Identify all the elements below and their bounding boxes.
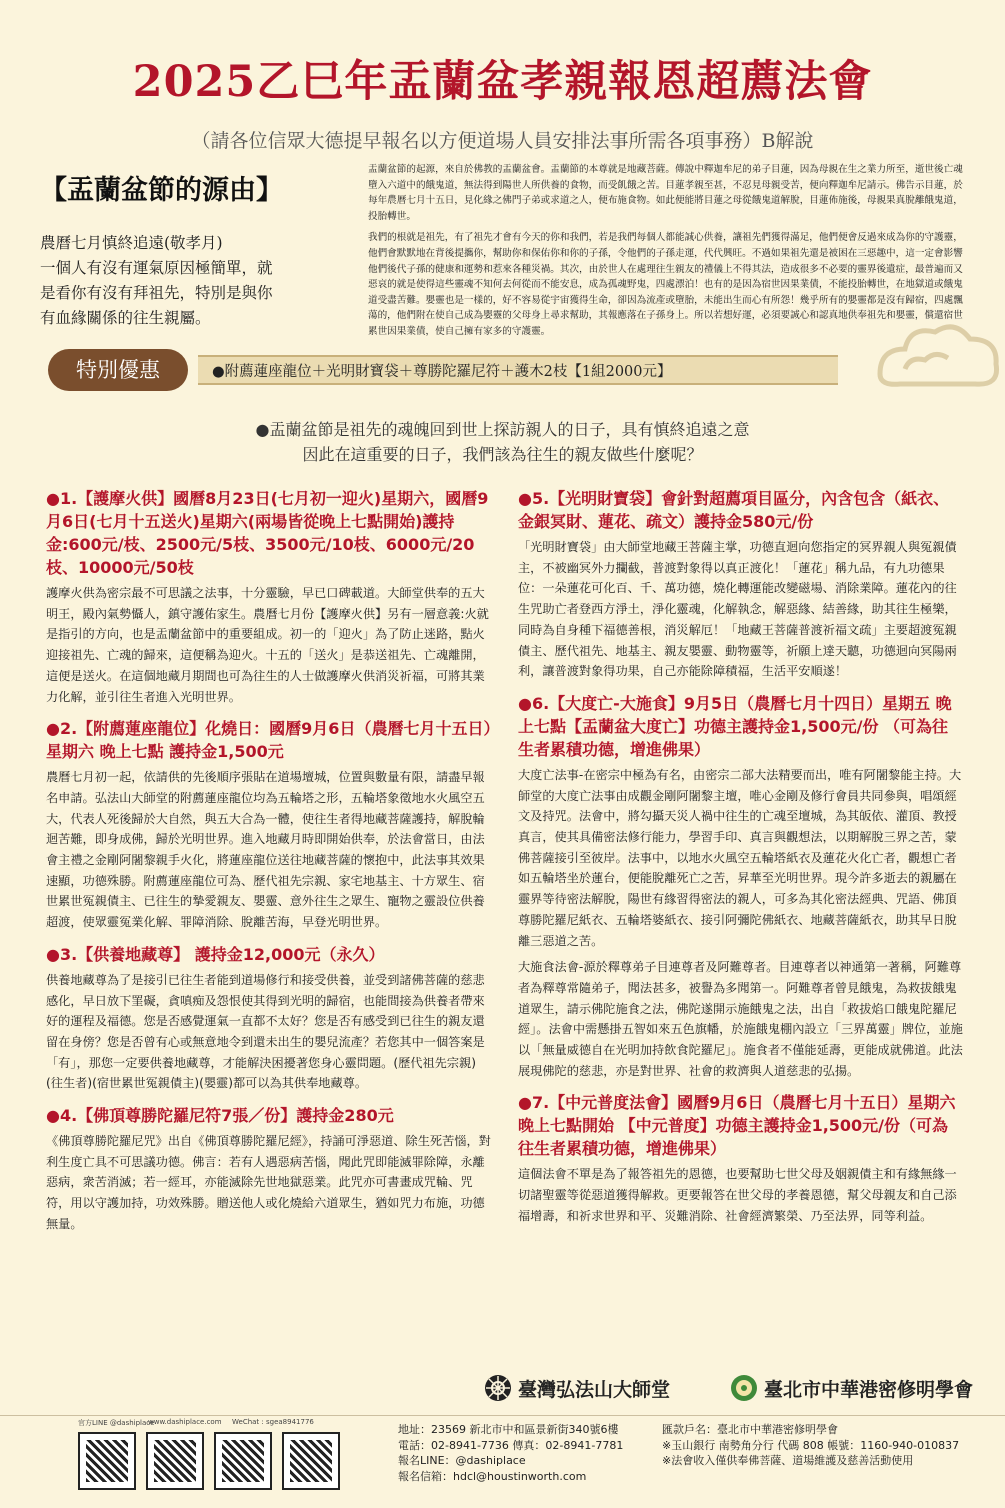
ritual-heading: ●1.【護摩火供】國曆8月23日(七月初一迎火)星期六，國曆9月6日(七月十五送火)星期六(兩場皆從晚上七點開始)護持金:600元/枝、2500元/5枝、3500元/10枝、6000元/20枝、10000元/50枝 — [46, 489, 489, 577]
ritual-item-2 — [46, 717, 492, 933]
ritual-item-6 — [518, 692, 964, 1082]
qr-label: www.dashiplace.com — [148, 1418, 222, 1426]
origin-line: 是看你有沒有拜祖先，特別是與你 — [40, 284, 273, 302]
origin-line: 有血緣關係的往生親屬。 — [40, 309, 211, 327]
cloud-decoration-icon — [870, 314, 1005, 396]
account-number: ※玉山銀行 南勢角分行 代碼 808 帳號：1160-940-010837 — [662, 1438, 960, 1452]
intro-line: ●盂蘭盆節是祖先的魂魄回到世上探訪親人的日子，具有慎終追遠之意 — [255, 420, 750, 439]
left-column — [46, 487, 492, 1245]
intro-text — [0, 417, 1005, 467]
email[interactable]: 報名信箱：hdcl@houstinworth.com — [398, 1469, 587, 1483]
ritual-paragraph: 大施食法會-源於釋尊弟子目連尊者及阿難尊者。目連尊者以神通第一著稱，阿難尊者為釋尊常隨弟子，聞法甚多，被譽為多聞第一。阿難尊者曾見餓鬼，為救拔餓鬼道眾生，請示佛陀施食之法，佛陀遂開示施餓鬼之法，出自「救拔焰口餓鬼陀羅尼經」。法會中需懸掛五智如來五色旗幡，於施餓鬼棚內設立「三界萬靈」牌位，並施以「無量威德自在光明加持飲食陀羅尼」。施食者不僅能延壽，更能成就佛道。此法展現佛陀的慈悲，亦是對世界、社會的救濟與人道慈悲的弘揚。 — [518, 960, 963, 1078]
ritual-description: 這個法會不單是為了報答祖先的恩德，也要幫助七世父母及姻親債主和有緣無緣一切諸聖靈等從惡道獲得解救。更要報答在世父母的孝養恩德，幫父母親友和自己添福增壽，和祈求世界和平、災難消除、社會經濟繁榮、乃至法界，同等利益。 — [518, 1167, 957, 1223]
ritual-description: 供養地藏尊為了是接引已往生者能到道場修行和接受供養，並受到諸佛菩薩的慈悲感化，早日放下罣礙，貪嗔痴及怨恨使其得到光明的歸宿，也能間接為供養者帶來好的運程及福德。您是否感覺運氣一直都不太好？您是否有感受到已往生的親友還留在身傍？您是否曾有心或無意地令到還未出生的嬰兒流產？若您其中一個答案是「有」，那您一定要供養地藏尊，才能解決困擾著您身心靈問題。(歷代祖先宗親)(往生者)(宿世累世冤親債主)(嬰靈)都可以為其供奉地藏尊。 — [46, 972, 485, 1091]
special-offer — [48, 349, 800, 391]
dashi-hall-logo — [484, 1370, 670, 1406]
qr-label: 官方LINE @dashiplace — [78, 1419, 155, 1427]
line-qr-code-2[interactable] — [214, 1432, 272, 1490]
origin-title: 【盂蘭盆節的源由】 — [40, 175, 283, 206]
bank-info — [662, 1422, 959, 1469]
address: 地址：23569 新北市中和區景新街340號6樓 — [398, 1423, 619, 1436]
society-emblem-icon — [730, 1374, 758, 1402]
dharma-wheel-icon — [484, 1374, 512, 1402]
phone: 電話：02-8941-7736 傳真：02-8941-7781 — [398, 1438, 624, 1452]
ritual-heading: ●7.【中元普度法會】國曆9月6日（農曆七月十五日）星期六 晚上七點開始 【中元普度】功德主護持金1,500元/份（可為往生者累積功德，增進佛果） — [518, 1093, 956, 1159]
ritual-item-5 — [518, 487, 964, 682]
ritual-paragraph: 大度亡法事-在密宗中極為有名，由密宗二部大法精要而出，唯有阿闍黎能主持。大師堂的大度亡法事由成觀金剛阿闍黎主壇，唯心金剛及修行會員共同參與，唱頌經文及持咒。法會中，將勾攝天災人禍中往生的亡魂至壇城，為其皈依、灌頂、教授真言，使其具備密法修行能力，學習手印、真言與觀想法，以期解脫三界之苦，蒙佛菩薩接引至彼岸。法事中，以地水火風空五輪塔紙衣及蓮花火化亡者，觀想亡者如五輪塔坐於蓮台，便能脫離死亡之苦，昇華至光明世界。現今許多逝去的親屬在靈界等待密法解脫，陽世有緣習得密法的親人，可多為其化密法經典、咒語、佛頂尊勝陀羅尼紙衣、五輪塔婆紙衣、接引阿彌陀佛紙衣、地藏菩薩紙衣，助其早日脫離三惡道之苦。 — [518, 767, 962, 948]
ritual-item-4 — [46, 1104, 492, 1235]
qr-label: WeChat : sgea8941776 — [232, 1418, 314, 1426]
account-name: 匯款戶名：臺北市中華港密修明學會 — [662, 1423, 838, 1436]
special-offer-tag: 特別優惠 — [48, 349, 188, 391]
website-qr-code[interactable] — [146, 1432, 204, 1490]
origin-summary — [40, 231, 360, 331]
fund-note: ※法會收入僅供奉佛菩薩、道場維護及慈善活動使用 — [662, 1454, 914, 1467]
origin-line: 一個人有沒有運氣原因極簡單，就 — [40, 259, 273, 277]
organizer-logos — [484, 1370, 984, 1406]
origin-paragraph: 我們的根就是祖先，有了祖先才會有今天的你和我們，若是我們每個人都能誠心供養，讓祖先們獲得滿足，他們便會反過來成為你的守護靈，他們會默默地在背後提攜你，幫助你和保佑你和你的子孫，令他們的子孫走運，代代興旺。不過如果祖先還是被困在三惡趣中，這一定會影響他們後代子孫的健康和運勢和惹來各種災禍。其次，由於世人在處理往生親友的禮儀上不得其法，造成很多不必要的靈界後遺症，最普遍而又惡哀的就是使得這些靈魂不知何去何從而不能安息，成為孤魂野鬼，四處漂泊！也有的是因為宿世因果業債，不能投胎轉世，在地獄道或餓鬼道受盡苦難。嬰靈也是一樣的，好不容易從宇宙獲得生命，卻因為流產或墮胎，未能出生而心有所怨！幾乎所有的嬰靈都是沒有歸宿，四處飄蕩的，他們附在使自己成為嬰靈的父母身上尋求幫助，其報應落在子孫身上。所以若想好運，必須要誠心和認真地供奉祖先和嬰靈，償還宿世累世因果業債，使自己擁有家多的守護靈。 — [368, 232, 963, 337]
right-column — [518, 487, 964, 1237]
society-logo — [730, 1370, 973, 1406]
ritual-description: 《佛頂尊勝陀羅尼咒》出自《佛頂尊勝陀羅尼經》，持誦可淨惡道、除生死苦惱，對利生度亡具不可思議功德。佛言：若有人遇惡病苦惱，聞此咒即能滅罪除障，永離惡病，衆苦消滅；若一經耳，亦能滅除先世地獄惡業。此咒亦可書畫成咒輪、咒符，用以守護加持，功效殊勝。贈送他人或化燒給六道眾生，猶如咒力布施，功德無量。 — [46, 1134, 491, 1231]
wechat-qr-code[interactable] — [282, 1432, 340, 1490]
contact-info — [398, 1422, 623, 1484]
ritual-heading: ●5.【光明財寶袋】會針對超薦項目區分，內含包含（紙衣、金銀冥財、蓮花、疏文）護持金580元/份 — [518, 489, 950, 531]
footer — [0, 1415, 1005, 1508]
ritual-heading: ●3.【供養地藏尊】 護持金12,000元（永久） — [46, 944, 385, 964]
line-id[interactable]: 報名LINE：@dashiplace — [398, 1454, 526, 1467]
ritual-description: 農曆七月初一起，依請供的先後順序張貼在道場壇城，位置與數量有限，請盡早報名申請。弘法山大師堂的附薦蓮座龍位均為五輪塔之形，五輪塔象徵地水火風空五大，代表人死後歸於大自然，與五大合為一體，使往生者得地藏菩薩護持，解脫輪迴苦難，即身成佛，歸於光明世界。進入地藏月時即開始供奉，於法會當日，由法會主禮之金剛阿闍黎親手火化，將蓮座龍位送往地藏菩薩的懷抱中，此法事其效果速顯，功德殊勝。附薦蓮座龍位可為、歷代祖先宗親、家宅地基主、十方眾生、宿世累世冤親債主、已往生的摯愛親友、嬰靈、意外往生之眾生、寵物之靈設位供養超渡，使眾靈冤業化解、罪障消除、脫離苦海，早登光明世界。 — [46, 770, 485, 930]
ritual-heading: ●4.【佛頂尊勝陀羅尼符7張／份】護持金280元 — [46, 1106, 394, 1126]
ritual-description: 「光明財寶袋」由大師堂地藏王菩薩主掌，功德直迴向您指定的冥界親人與冤親債主，不被幽冥外力攔截，普渡對象得以真正渡化！「蓮花」稱九品，有九功德果位：一朵蓮花可化百、千、萬功德，燒化轉運能改變磁場、消除業障。蓮花內的往生咒助亡者登西方淨土，淨化靈魂，化解執念，解惡緣、結善緣，助其往生極樂，同時為自身種下福德善根，消災解厄！「地藏王菩薩普渡祈福文疏」主要超渡冤親債主、歷代祖先、地基主、親友嬰靈、動物靈等，祈願上達天聽，功德迴向冥陽兩利，讓普渡對象得功果，自己亦能除障積福，生活平安順遂！ — [518, 540, 957, 679]
special-offer-text: ●附薦蓮座龍位＋光明財寶袋＋尊勝陀羅尼符＋護木2枝【1組2000元】 — [198, 355, 838, 385]
ritual-item-3 — [46, 943, 492, 1094]
ritual-description — [518, 765, 964, 1082]
ritual-item-1 — [46, 487, 492, 707]
ritual-item-7 — [518, 1091, 964, 1226]
ritual-description: 護摩火供為密宗最不可思議之法事，十分靈驗，早已口碑載道。大師堂供奉的五大明王，殿內氣勢懾人，鎮守護佑家生。農曆七月份【護摩火供】另有一層意義:火就是指引的方向，也是盂蘭盆節中的重要組成。初一的「迎火」為了防止迷路，點火迎接祖先、亡魂的歸來，這便稱為迎火。十五的「送火」是恭送祖先、亡魂離開，這便是送火。在這個地藏月期間也可為往生的人士做護摩火供消災祈福，可將其業力化解，並引往生者進入光明世界。 — [46, 586, 489, 704]
page-subtitle: （請各位信眾大德提早報名以方便道場人員安排法事所需各項事務）B解說 — [191, 130, 814, 152]
origin-line: 農曆七月慎終追遠(敬孝月) — [40, 234, 223, 252]
page-title: 2025乙巳年盂蘭盆孝親報恩超薦法會 — [132, 57, 873, 107]
origin-section — [40, 168, 360, 331]
organizer-name: 臺灣弘法山大師堂 — [518, 1378, 671, 1401]
ritual-heading: ●2.【附薦蓮座龍位】化燒日：國曆9月6日（農曆七月十五日）星期六 晚上七點 護持金1,500元 — [46, 719, 492, 762]
organizer-name: 臺北市中華港密修明學會 — [764, 1378, 974, 1401]
ritual-heading: ●6.【大度亡-大施食】9月5日（農曆七月十四日）星期五 晚上七點【盂蘭盆大度亡】功德主護持金1,500元/份 （可為往生者累積功德，增進佛果） — [518, 693, 952, 759]
line-qr-code[interactable] — [78, 1432, 136, 1490]
intro-line: 因此在這重要的日子，我們該為往生的親友做些什麼呢？ — [302, 445, 703, 464]
origin-paragraph: 盂蘭盆節的起源，來自於佛教的盂蘭盆會。盂蘭節的本尊就是地藏菩薩。傳說中釋迦牟尼的弟子目蓮，因為母親在生之業力所至，逝世後亡魂墮入六道中的餓鬼道，無法得到陽世人所供養的食物，而受飢餓之苦。目蓮孝親至甚，不忍見母親受苦，便向釋迦牟尼請示。佛告示目蓮，於每年農曆七月十五日，見化緣之佛門子弟或求道之人，便布施食物。如此便能將目蓮之母從餓鬼道解脫，目蓮佈施後，母親果真脫離餓鬼道，投胎轉世。 — [368, 164, 963, 222]
